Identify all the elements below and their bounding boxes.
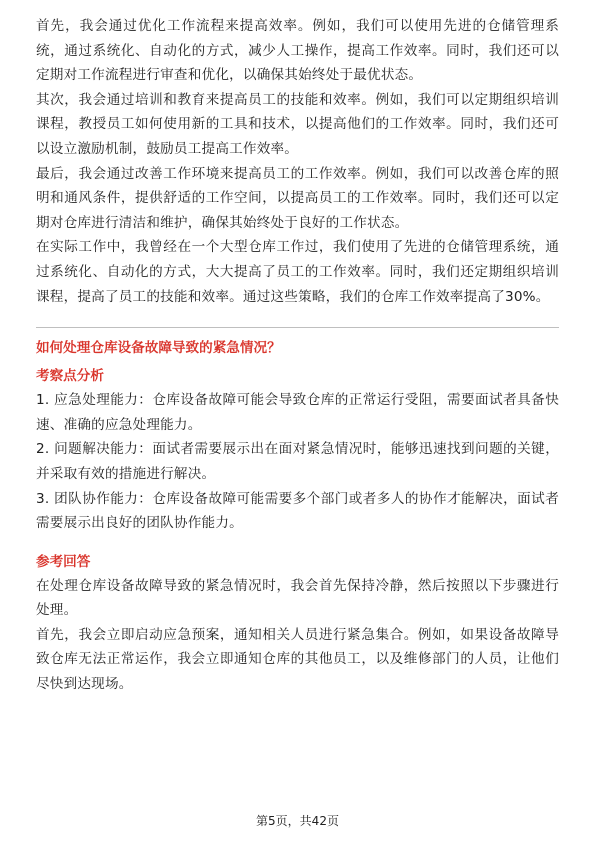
answer-paragraph: 首先，我会立即启动应急预案，通知相关人员进行紧急集合。例如，如果设备故障导致仓库无法正常运作，我会立即通知仓库的其他员工，以及维修部门的人员，让他们尽快到达现场。 [36,626,559,693]
section-divider [36,327,559,328]
page-content [36,14,559,697]
question-heading: 如何处理仓库设备故障导致的紧急情况？ [36,340,281,357]
answer-paragraph: 在处理仓库设备故障导致的紧急情况时，我会首先保持冷静，然后按照以下步骤进行处理。 [36,577,559,619]
analysis-item: 2. 问题解决能力：面试者需要展示出在面对紧急情况时，能够迅速找到问题的关键，并采取有效的措施进行解决。 [36,441,559,482]
body-paragraph: 在实际工作中，我曾经在一个大型仓库工作过，我们使用了先进的仓储管理系统，通过系统化、自动化的方式，大大提高了员工的工作效率。同时，我们还定期组织培训课程，提高了员工的技能和效率。通过这些策略，我们的仓库工作效率提高了30%。 [36,239,559,305]
analysis-heading: 考察点分析 [36,368,104,385]
answer-heading: 参考回答 [36,553,91,570]
analysis-item: 1. 应急处理能力：仓库设备故障可能会导致仓库的正常运行受阻，需要面试者具备快速、准确的应急处理能力。 [36,392,559,433]
body-paragraph: 其次，我会通过培训和教育来提高员工的技能和效率。例如，我们可以定期组织培训课程，教授员工如何使用新的工具和技术，以提高他们的工作效率。同时，我们还可以设立激励机制，鼓励员工提高工作效率。 [36,91,559,157]
page-number-footer: 第5页，共42页 [256,814,339,828]
body-paragraph: 最后，我会通过改善工作环境来提高员工的工作效率。例如，我们可以改善仓库的照明和通风条件，提供舒适的工作空间，以提高员工的工作效率。同时，我们还可以定期对仓库进行清洁和维护，确保其始终处于良好的工作状态。 [36,165,559,231]
body-paragraph: 首先，我会通过优化工作流程来提高效率。例如，我们可以使用先进的仓储管理系统，通过系统化、自动化的方式，减少人工操作，提高工作效率。同时，我们还可以定期对工作流程进行审查和优化，以确保其始终处于最优状态。 [36,18,559,84]
analysis-item: 3. 团队协作能力：仓库设备故障可能需要多个部门或者多人的协作才能解决，面试者需要展示出良好的团队协作能力。 [36,490,559,532]
